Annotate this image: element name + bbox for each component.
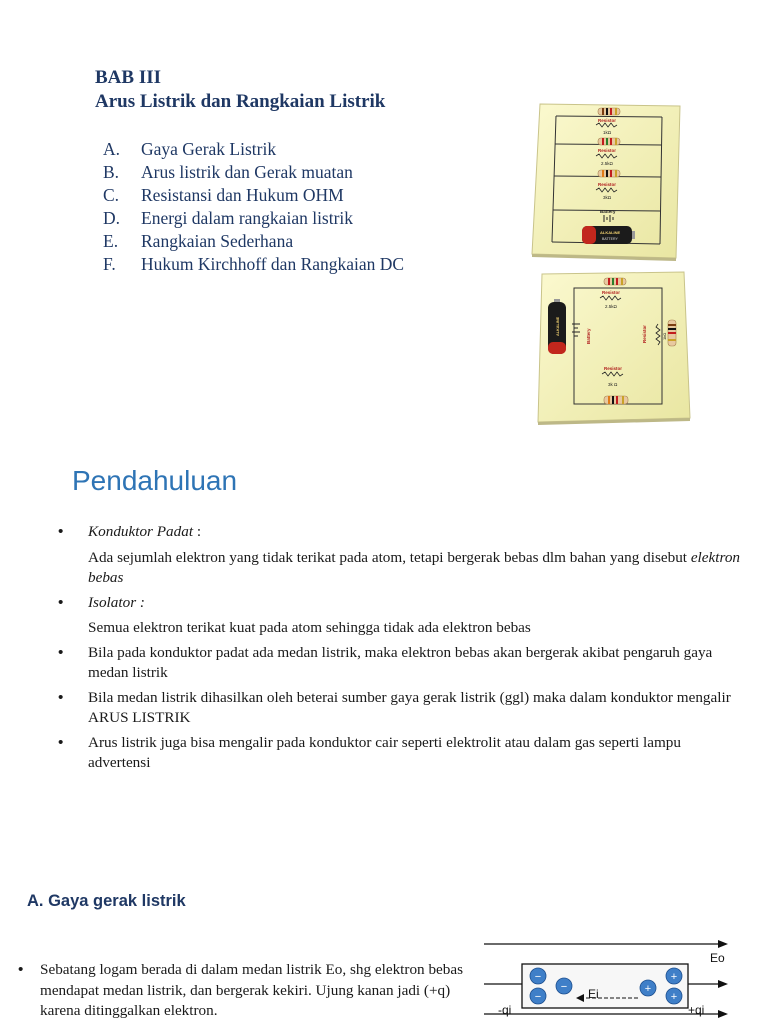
bullet-dot: • xyxy=(58,643,64,661)
toc-item xyxy=(103,253,404,276)
section-title-gaya-gerak-listrik: A. Gaya gerak listrik xyxy=(27,892,186,910)
battery-brand: ALKALINE xyxy=(600,230,621,235)
list-item xyxy=(58,522,743,543)
battery-photo xyxy=(548,299,566,354)
resistor-label: Resistor xyxy=(642,324,647,343)
bullet-paragraph xyxy=(58,548,743,589)
chapter-number: BAB III xyxy=(95,67,161,88)
toc-text: Arus listrik dan Gerak muatan xyxy=(141,162,353,182)
chapter-title: Arus Listrik dan Rangkaian Listrik xyxy=(95,91,386,112)
toc-item xyxy=(103,207,404,230)
bullet-dot: • xyxy=(58,593,64,611)
electric-field-diagram xyxy=(480,936,740,1024)
toc-letter: F. xyxy=(103,254,116,274)
toc-text: Resistansi dan Hukum OHM xyxy=(141,185,344,205)
toc-letter: B. xyxy=(103,162,120,182)
svg-text:−: − xyxy=(534,971,542,983)
battery-brand: ALKALINE xyxy=(556,316,560,336)
resistor-label: Resistor xyxy=(598,118,617,123)
field-label-eo: Eo xyxy=(710,951,725,965)
list-item xyxy=(58,733,743,774)
resistor-value: 3kΩ xyxy=(603,195,612,200)
toc-text: Rangkaian Sederhana xyxy=(141,231,294,251)
negative-charge xyxy=(556,978,572,994)
list-item xyxy=(58,688,743,729)
positive-charge xyxy=(666,988,682,1004)
positive-charge xyxy=(666,968,682,984)
resistor-value: 1kΩ xyxy=(603,130,612,135)
toc-letter: E. xyxy=(103,231,119,251)
toc-item xyxy=(103,161,404,184)
bullet-text: Sebatang logam berada di dalam medan listrik Eo, shg elektron bebas mendapat medan listrik, dan bergerak kekiri. Ujung kanan jadi (+q) karena ditinggalkan elektron. xyxy=(40,961,464,1019)
svg-text:+: + xyxy=(670,971,678,983)
bullet-text: Bila medan listrik dihasilkan oleh beterai sumber gaya gerak listrik (ggl) maka dalam konduktor mengalir ARUS LISTRIK xyxy=(88,688,731,726)
resistor-label: Resistor xyxy=(598,182,617,187)
toc-text: Energi dalam rangkaian listrik xyxy=(141,208,354,228)
bullet-label: Konduktor Padat xyxy=(88,523,194,540)
toc-text: Hukum Kirchhoff dan Rangkaian DC xyxy=(141,254,405,274)
conductor-bar xyxy=(522,964,688,1008)
list-item xyxy=(58,643,743,684)
toc-letter: A. xyxy=(103,139,121,159)
charge-label-positive: +qi xyxy=(688,1003,705,1017)
paragraph-emphasis: elektron bebas xyxy=(88,548,741,586)
intro-bullet-list xyxy=(58,522,743,774)
table-of-contents xyxy=(103,138,404,276)
resistor-label: Resistor xyxy=(604,366,623,371)
resistor-photo xyxy=(598,170,620,177)
charge-label-negative: -qi xyxy=(498,1003,512,1017)
negative-charge xyxy=(530,968,546,984)
resistor-photo xyxy=(668,320,676,346)
list-item xyxy=(18,960,473,1022)
bullet-text: Bila pada konduktor padat ada medan listrik, maka elektron bebas akan bergerak akibat pengaruh gaya medan listrik xyxy=(88,643,713,681)
paragraph-text: Ada sejumlah elektron yang tidak terikat pada atom, tetapi bergerak bebas dlm bahan yang disebut xyxy=(88,548,691,566)
svg-text:−: − xyxy=(534,991,542,1003)
bullet-colon: : xyxy=(193,523,202,540)
resistor-photo xyxy=(604,396,628,404)
bullet-dot: • xyxy=(58,733,64,751)
resistor-label: Resistor xyxy=(602,290,621,295)
bullet-text: Arus listrik juga bisa mengalir pada konduktor cair seperti elektrolit atau dalam gas seperti lampu advertensi xyxy=(88,733,681,771)
negative-charge xyxy=(530,988,546,1004)
toc-letter: D. xyxy=(103,208,121,228)
battery-label: Battery xyxy=(600,209,616,214)
resistor-value: 3k Ω xyxy=(608,382,618,387)
resistor-label: Resistor xyxy=(598,148,617,153)
bullet-dot: • xyxy=(58,688,64,706)
svg-text:−: − xyxy=(560,981,568,993)
bullet-dot: • xyxy=(18,961,24,978)
resistor-value: 2.5kΩ xyxy=(601,161,613,166)
resistor-photo xyxy=(604,278,626,285)
resistor-value: 1kΩ xyxy=(662,332,667,340)
toc-item xyxy=(103,184,404,207)
svg-text:+: + xyxy=(644,983,652,995)
resistor-value: 2.5kΩ xyxy=(605,304,617,309)
circuit-board-series xyxy=(534,268,692,428)
bullet-label: Isolator : xyxy=(88,593,145,611)
bullet-paragraph: Semua elektron terikat kuat pada atom sehingga tidak ada elektron bebas xyxy=(88,619,531,636)
bullet-dot: • xyxy=(58,523,64,540)
battery-photo xyxy=(582,226,635,244)
list-item xyxy=(58,593,743,614)
toc-item xyxy=(103,138,404,161)
chapter-heading xyxy=(95,66,385,114)
battery-label: Battery xyxy=(586,328,591,344)
toc-letter: C. xyxy=(103,185,120,205)
battery-sub: BATTERY xyxy=(602,237,618,241)
positive-charge xyxy=(640,980,656,996)
section-title-pendahuluan: Pendahuluan xyxy=(72,465,238,496)
toc-text: Gaya Gerak Listrik xyxy=(141,139,277,159)
resistor-photo xyxy=(598,138,620,145)
field-label-ei: Ei xyxy=(588,987,599,1001)
svg-text:+: + xyxy=(670,991,678,1003)
toc-item xyxy=(103,230,404,253)
circuit-board-parallel xyxy=(526,100,686,262)
resistor-photo xyxy=(598,108,620,115)
